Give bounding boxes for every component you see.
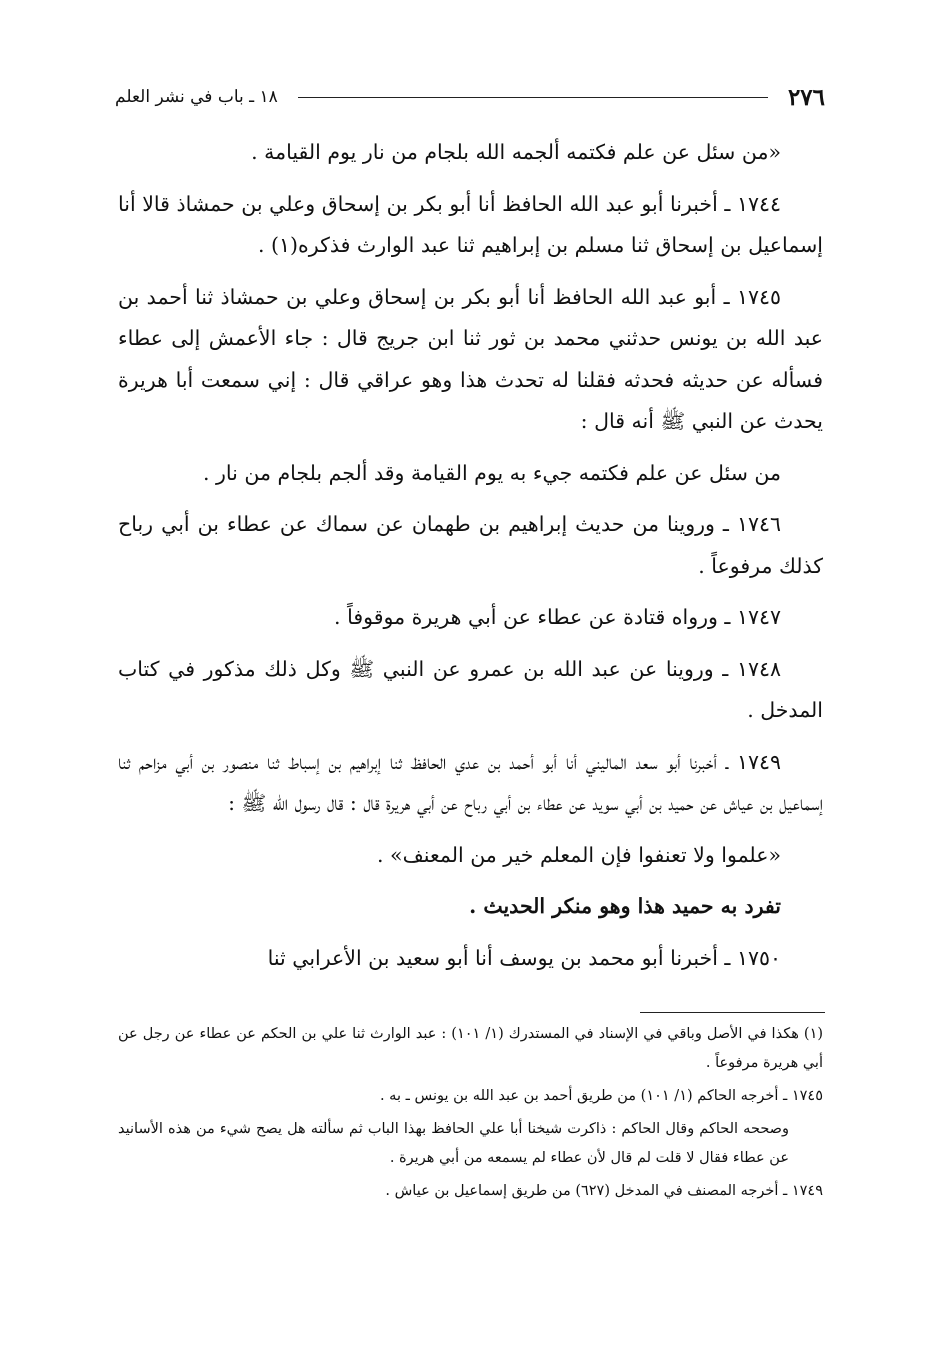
hadith-text-3: «علموا ولا تعنفوا فإن المعلم خير من المعنف» . [377, 842, 781, 867]
footnote-1745: ١٧٤٥ ـ أخرجه الحاكم (١/ ١٠١) من طريق أحمد بن عبد الله بن يونس ـ به . [379, 1088, 823, 1104]
page-number: ٢٧٦ [787, 83, 825, 111]
hadith-text-1: «من سئل عن علم فكتمه ألجمه الله بلجام من نار يوم القيامة . [251, 140, 781, 164]
hadith-1748: ١٧٤٨ ـ وروينا عن عبد الله بن عمرو عن النبي ﷺ وكل ذلك مذكور في كتاب المدخل . [118, 656, 823, 722]
hadith-1747: ١٧٤٧ ـ ورواه قتادة عن عطاء عن أبي هريرة موقوفاً . [334, 605, 781, 629]
hadith-1750: ١٧٥٠ ـ أخبرنا أبو محمد بن يوسف أنا أبو سعيد بن الأعرابي ثنا [267, 945, 781, 970]
hadith-1744: ١٧٤٤ ـ أخبرنا أبو عبد الله الحافظ أنا أبو بكر بن إسحاق وعلي بن حمشاذ قالا أنا إسماعيل بن إسحاق ثنا مسلم بن إبراهيم ثنا عبد الوارث فذكره(١) . [118, 191, 823, 257]
main-text [118, 132, 823, 989]
header-rule [298, 97, 768, 98]
footnote-separator [640, 1012, 825, 1013]
footnote-1749: ١٧٤٩ ـ أخرجه المصنف في المدخل (٦٢٧) من طريق إسماعيل بن عياش . [385, 1183, 823, 1199]
footnote-1: (١) هكذا في الأصل وباقي في الإسناد في المستدرك (١/ ١٠١) : عبد الوارث ثنا علي بن الحكم عن عطاء عن رجل عن أبي هريرة مرفوعاً . [118, 1026, 824, 1071]
hadith-1746: ١٧٤٦ ـ وروينا من حديث إبراهيم بن طهمان عن سماك عن عطاء بن أبي رباح كذلك مرفوعاً . [118, 512, 823, 578]
running-title: ١٨ ـ باب في نشر العلم [115, 87, 278, 107]
hadith-1749: ١٧٤٩ ـ أخبرنا أبو سعد الماليني أنا أبو أحمد بن عدي الحافظ ثنا إبراهيم بن إسباط ثنا منصور بن أبي مزاحم ثنا إسماعيل بن عياش عن حميد بن أبي سويد عن عطاء بن أبي رباح عن أبي هريرة قال : قال رسول الله ﷺ : [118, 749, 823, 815]
hadith-text-2: من سئل عن علم فكتمه جيء به يوم القيامة وقد ألجم بلجام من نار . [202, 460, 781, 485]
footnotes [118, 1020, 823, 1210]
hadith-1745: ١٧٤٥ ـ أبو عبد الله الحافظ أنا أبو بكر بن إسحاق وعلي بن حمشاذ ثنا أحمد بن عبد الله بن يونس حدثني محمد بن ثور ثنا ابن جريج قال : جاء الأعمش إلى عطاء فسأله عن حديثه فحدثه فقلنا له تحدث هذا وهو عراقي قال : إني سمعت أبا هريرة يحدث عن النبي ﷺ أنه قال : [118, 284, 823, 433]
hadith-comment: تفرد به حميد هذا وهو منكر الحديث . [469, 894, 781, 918]
page-header [115, 80, 825, 114]
footnote-1745-continued: وصححه الحاكم وقال الحاكم : ذاكرت شيخنا أبا علي الحافظ بهذا الباب ثم سألته هل يصح شيء من هذه الأسانيد عن عطاء فقال لا قلت لم قال لأن عطاء لم يسمعه من أبي هريرة . [118, 1121, 789, 1166]
